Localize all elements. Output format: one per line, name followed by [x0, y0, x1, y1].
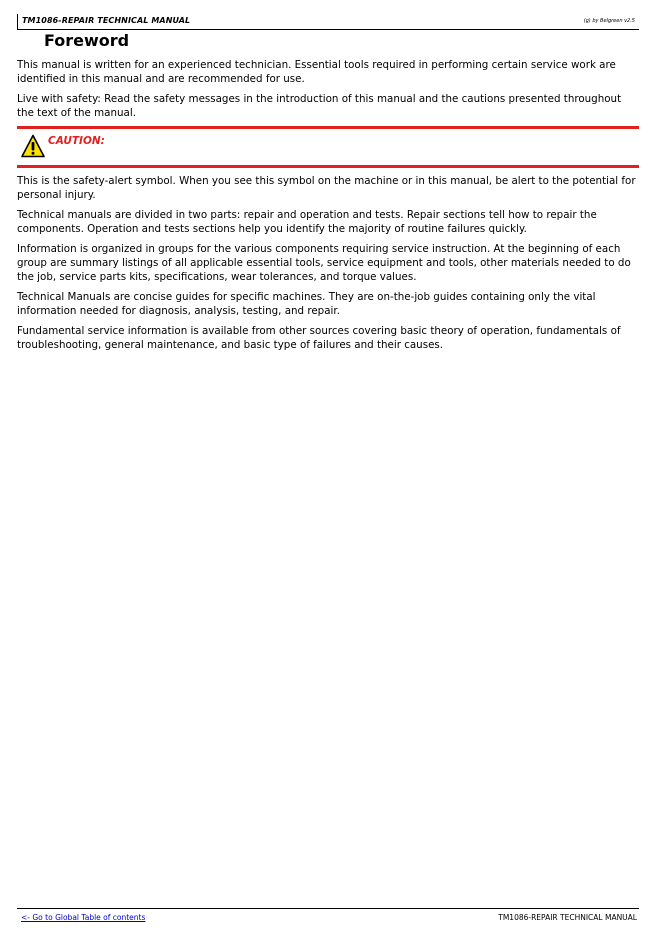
- footer-doc-title: TM1086-REPAIR TECHNICAL MANUAL: [498, 913, 637, 922]
- body-paragraph: Fundamental service information is available from other sources covering basic theory of operation, fundamentals of troubleshooting, general maintenance, and basic type of failures and their causes.: [17, 325, 621, 351]
- caution-banner: [17, 126, 639, 168]
- page-title: Foreword: [44, 31, 130, 50]
- body-paragraph: Technical Manuals are concise guides for specific machines. They are on-the-job guides containing only the vital information needed for diagnosis, analysis, testing, and repair.: [17, 291, 596, 317]
- caution-label: CAUTION:: [48, 135, 105, 147]
- body-paragraph: Technical manuals are divided in two parts: repair and operation and tests. Repair sections tell how to repair the components. Operation and tests sections help you identify the majority of routine failures quickly.: [17, 209, 597, 235]
- main-content: [17, 58, 637, 358]
- header-version: (g) by Belgreen v2.5: [583, 18, 635, 24]
- body-paragraph: Information is organized in groups for the various components requiring service instruction. At the beginning of each group are summary listings of all applicable essential tools, service equipment and tools, other materials needed to do the job, service parts kits, specifications, wear tolerances, and torque values.: [17, 243, 631, 283]
- page-footer: [17, 908, 639, 925]
- warning-triangle-icon: [21, 134, 45, 158]
- intro-paragraph: This manual is written for an experienced technician. Essential tools required in performing certain service work are identified in this manual and are recommended for use.: [17, 59, 616, 85]
- global-toc-link[interactable]: <- Go to Global Table of contents: [21, 913, 146, 922]
- body-paragraph: This is the safety-alert symbol. When you see this symbol on the machine or in this manual, be alert to the potential for personal injury.: [17, 175, 636, 201]
- page-header: [17, 14, 639, 30]
- intro-paragraph: Live with safety: Read the safety messages in the introduction of this manual and the cautions presented throughout the text of the manual.: [17, 93, 622, 119]
- header-doc-title: TM1086-REPAIR TECHNICAL MANUAL: [22, 16, 191, 25]
